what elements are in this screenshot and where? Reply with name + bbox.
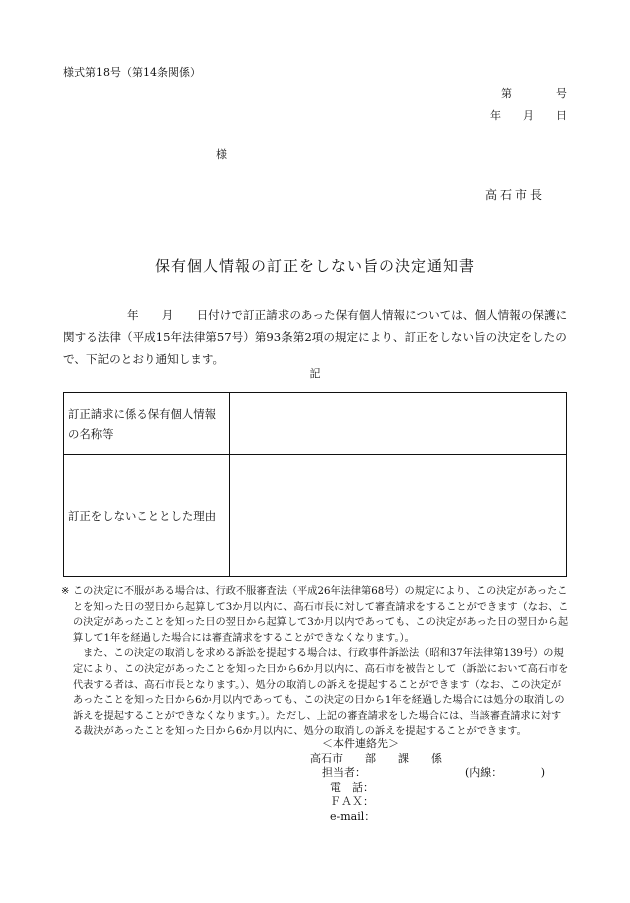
contact-person: 担当者： (322, 766, 366, 779)
document-title: 保有個人情報の訂正をしない旨の決定通知書 (154, 257, 475, 275)
contact-phone: 電 話： (330, 780, 374, 794)
table-label-cell: 訂正をしないこととした理由 (64, 455, 230, 577)
contact-block (310, 737, 545, 824)
contact-email: e-mail： (330, 809, 376, 823)
note-section (63, 584, 571, 740)
document-number: 第 号 (501, 87, 567, 100)
issuer: 高石市長 (484, 188, 545, 202)
contact-person-row (310, 766, 545, 781)
note-mark: ※ (61, 586, 70, 597)
table-value-cell (230, 455, 567, 577)
table-value-cell (230, 393, 567, 455)
contact-heading: ＜本件連絡先＞ (322, 737, 399, 750)
addressee: 様 (216, 148, 227, 161)
contact-fax: ＦＡＸ： (330, 795, 374, 808)
table-row (64, 455, 567, 577)
note-paragraph-2: また、この決定の取消しを求める訴訟を提起する場合は、行政事件訴訟法（昭和37年法律第139号）の規定により、この決定があったことを知った日から6か月以内に、高石市を被告として（訴訟において高石市を代表する者は、高石市長となります。）、処分の取消しの訴えを提起することができます（なお、この決定があったことを知った日から6か月以内であっても、この決定の日から1年を経過した場合には処分の取消しの訴えを提起することができなくなります。）。ただし、上記の審査請求をした場合には、当該審査請求に対する裁決があったことを知った日から6か月以内に、処分の取消しの訴えを提起することができます。 (73, 648, 569, 738)
body-paragraph: 年 月 日付けで訂正請求のあった保有個人情報については、個人情報の保護に関する法律（平成15年法律第57号）第93条第2項の規定により、訂正をしない旨の決定をしたので、下記のとおり通知します。 (63, 308, 568, 366)
info-table (63, 392, 567, 577)
ki-label: 記 (309, 367, 321, 380)
document-date: 年 月 日 (490, 109, 567, 122)
note-paragraph-1: この決定に不服がある場合は、行政不服審査法（平成26年法律第68号）の規定により、この決定があったことを知った日の翌日から起算して3か月以内に、高石市長に対して審査請求をすることができます（なお、この決定があったことを知った日の翌日から起算して3か月以内であっても、この決定があった日の翌日から起算して1年を経過した場合には審査請求をすることができなくなります。）。 (73, 586, 569, 644)
body-text (63, 304, 569, 370)
table-label-cell: 訂正請求に係る保有個人情報の名称等 (64, 393, 230, 455)
form-number: 様式第18号（第14条関係） (63, 66, 201, 79)
contact-dept: 高石市 部 課 係 (310, 751, 442, 765)
table-row (64, 393, 567, 455)
contact-extension: (内線： ) (465, 766, 546, 779)
